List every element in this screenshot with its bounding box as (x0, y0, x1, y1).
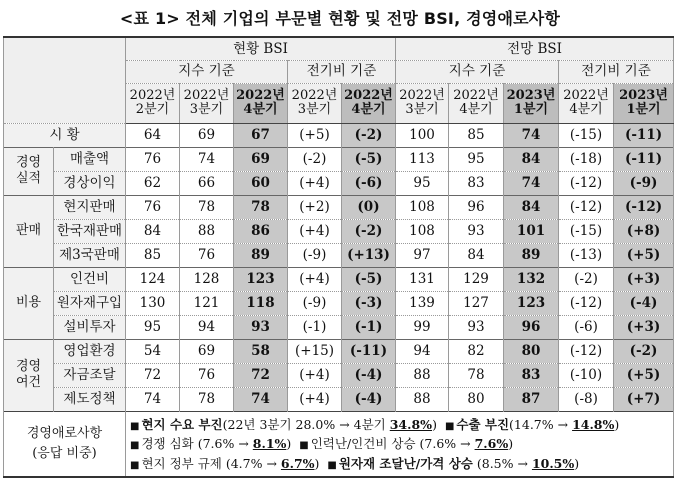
table-cell: (-11) (614, 123, 674, 147)
table-cell: 69 (180, 339, 234, 363)
header-row-1 (4, 37, 674, 60)
current-index-basis: 지수 기준 (126, 60, 288, 83)
table-row (4, 219, 674, 243)
table-row (4, 291, 674, 315)
table-cell: 78 (234, 195, 288, 219)
group-label-sales: 판매 (4, 195, 54, 267)
table-cell: 139 (396, 291, 449, 315)
table-cell: (-9) (614, 171, 674, 195)
table-cell: (-4) (342, 387, 396, 411)
period-header: 2022년 2분기 (126, 83, 180, 123)
difficulty-item: ■ 원자재 조달난/가격 상승 (8.5% → 10.5%) (327, 455, 580, 471)
table-cell: 96 (449, 195, 504, 219)
table-cell: 123 (234, 267, 288, 291)
difficulty-item: ■ 현지 정부 규제 (4.7% → 6.7%) (130, 455, 320, 471)
table-cell: (-8) (559, 387, 614, 411)
table-cell: (+5) (614, 363, 674, 387)
table-cell: 85 (126, 243, 180, 267)
table-row (4, 387, 674, 411)
table-cell: (-10) (559, 363, 614, 387)
table-cell: (-9) (288, 291, 342, 315)
table-cell: 83 (449, 171, 504, 195)
table-cell: (-15) (559, 219, 614, 243)
row-label: 매출액 (54, 147, 126, 171)
table-cell: 96 (504, 315, 559, 339)
table-cell: 127 (449, 291, 504, 315)
table-cell: (-12) (559, 339, 614, 363)
row-label: 현지판매 (54, 195, 126, 219)
table-cell: 80 (449, 387, 504, 411)
table-cell: (+3) (614, 267, 674, 291)
table-cell: (-6) (559, 315, 614, 339)
row-label: 설비투자 (54, 315, 126, 339)
table-cell: 93 (234, 315, 288, 339)
current-bsi-header: 현황 BSI (126, 37, 396, 60)
difficulty-item: ■ 인력난/인건비 상승 (7.6% → 7.6%) (299, 436, 514, 451)
table-cell: 76 (126, 195, 180, 219)
row-label: 시 황 (4, 123, 126, 147)
table-row (4, 267, 674, 291)
table-cell: (-15) (559, 123, 614, 147)
period-header: 2023년 1분기 (614, 83, 674, 123)
footer-row (4, 411, 674, 477)
table-cell: (-2) (559, 267, 614, 291)
table-cell: 54 (126, 339, 180, 363)
table-cell: 69 (234, 147, 288, 171)
table-cell: (-12) (614, 195, 674, 219)
table-cell: (+5) (614, 243, 674, 267)
table-row (4, 339, 674, 363)
table-cell: 129 (449, 267, 504, 291)
table-cell: 66 (180, 171, 234, 195)
header-corner (4, 37, 126, 123)
period-header: 2022년 4분기 (559, 83, 614, 123)
period-header: 2023년 1분기 (504, 83, 559, 123)
table-cell: 89 (504, 243, 559, 267)
table-cell: 124 (126, 267, 180, 291)
table-row (4, 195, 674, 219)
period-header: 2022년 3분기 (180, 83, 234, 123)
table-cell: (+7) (614, 387, 674, 411)
table-cell: 84 (504, 147, 559, 171)
table-cell: 118 (234, 291, 288, 315)
row-label: 제도정책 (54, 387, 126, 411)
table-cell: (+15) (288, 339, 342, 363)
table-cell: 131 (396, 267, 449, 291)
current-prev-basis: 전기비 기준 (288, 60, 396, 83)
table-cell: 84 (126, 219, 180, 243)
table-cell: 74 (180, 147, 234, 171)
difficulty-list (126, 411, 674, 477)
period-header: 2022년 3분기 (396, 83, 449, 123)
table-cell: (-2) (342, 219, 396, 243)
table-row (4, 243, 674, 267)
table-cell: 74 (504, 123, 559, 147)
period-header: 2022년 4분기 (449, 83, 504, 123)
table-cell: 132 (504, 267, 559, 291)
table-cell: (+2) (288, 195, 342, 219)
table-cell: (-2) (288, 147, 342, 171)
outlook-prev-basis: 전기비 기준 (559, 60, 674, 83)
outlook-bsi-header: 전망 BSI (396, 37, 674, 60)
table-cell: 76 (180, 243, 234, 267)
table-row (4, 147, 674, 171)
table-cell: (+8) (614, 219, 674, 243)
table-cell: (-12) (559, 291, 614, 315)
table-cell: 94 (396, 339, 449, 363)
table-cell: 67 (234, 123, 288, 147)
table-cell: 78 (180, 387, 234, 411)
table-cell: 84 (504, 195, 559, 219)
table-cell: (+13) (342, 243, 396, 267)
table-cell: 88 (180, 219, 234, 243)
table-cell: 72 (234, 363, 288, 387)
table-cell: (-2) (342, 123, 396, 147)
table-cell: 69 (180, 123, 234, 147)
table-cell: (-2) (614, 339, 674, 363)
table-cell: 95 (449, 147, 504, 171)
row-label: 원자재구입 (54, 291, 126, 315)
difficulty-item: ■ 경쟁 심화 (7.6% → 8.1%) (130, 436, 292, 451)
table-cell: (-11) (342, 339, 396, 363)
period-header: 2022년 4분기 (342, 83, 396, 123)
table-cell: 84 (449, 243, 504, 267)
table-cell: 108 (396, 195, 449, 219)
row-label: 제3국판매 (54, 243, 126, 267)
group-label-mgmt: 경영 실적 (4, 147, 54, 195)
group-label-cost: 비용 (4, 267, 54, 339)
table-cell: 60 (234, 171, 288, 195)
table-cell: 97 (396, 243, 449, 267)
table-cell: (+4) (288, 363, 342, 387)
table-cell: 62 (126, 171, 180, 195)
table-cell: (-4) (614, 291, 674, 315)
period-header: 2022년 4분기 (234, 83, 288, 123)
table-cell: 85 (449, 123, 504, 147)
table-title: <표 1> 전체 기업의 부문별 현황 및 전망 BSI, 경영애로사항 (119, 9, 561, 28)
table-cell: (-9) (288, 243, 342, 267)
difficulty-item: ■ 현지 수요 부진(22년 3분기 28.0% → 4분기 34.8%) (130, 416, 437, 432)
table-row (4, 123, 674, 147)
difficulty-item: ■ 수출 부진(14.7% → 14.8%) (444, 416, 620, 432)
table-cell: (-12) (559, 195, 614, 219)
table-cell: (-13) (559, 243, 614, 267)
table-cell: (-18) (559, 147, 614, 171)
table-cell: 76 (180, 363, 234, 387)
table-cell: 58 (234, 339, 288, 363)
table-cell: 101 (504, 219, 559, 243)
table-cell: (-5) (342, 147, 396, 171)
table-cell: 100 (396, 123, 449, 147)
table-cell: 83 (504, 363, 559, 387)
period-header: 2022년 3분기 (288, 83, 342, 123)
table-cell: 128 (180, 267, 234, 291)
table-cell: (-3) (342, 291, 396, 315)
table-row (4, 315, 674, 339)
row-label: 영업환경 (54, 339, 126, 363)
table-cell: 86 (234, 219, 288, 243)
table-cell: 130 (126, 291, 180, 315)
table-cell: (-1) (288, 315, 342, 339)
table-cell: 74 (126, 387, 180, 411)
table-cell: (+4) (288, 267, 342, 291)
table-cell: 74 (234, 387, 288, 411)
table-cell: 94 (180, 315, 234, 339)
table-cell: (-1) (342, 315, 396, 339)
table-cell: 95 (396, 171, 449, 195)
table-row (4, 363, 674, 387)
table-cell: 74 (504, 171, 559, 195)
table-cell: 95 (126, 315, 180, 339)
table-cell: 93 (449, 315, 504, 339)
row-label: 한국재판매 (54, 219, 126, 243)
table-cell: (-5) (342, 267, 396, 291)
table-row (4, 171, 674, 195)
footer-label: 경영애로사항 (응답 비중) (4, 411, 126, 477)
table-cell: 80 (504, 339, 559, 363)
table-cell: 99 (396, 315, 449, 339)
table-cell: 76 (126, 147, 180, 171)
table-cell: 113 (396, 147, 449, 171)
table-cell: (0) (342, 195, 396, 219)
table-cell: (-6) (342, 171, 396, 195)
table-cell: (+3) (614, 315, 674, 339)
table-cell: (-12) (559, 171, 614, 195)
table-cell: 88 (396, 363, 449, 387)
bsi-table (3, 36, 674, 478)
table-cell: (-4) (342, 363, 396, 387)
row-label: 자금조달 (54, 363, 126, 387)
outlook-index-basis: 지수 기준 (396, 60, 559, 83)
table-cell: 87 (504, 387, 559, 411)
table-cell: 123 (504, 291, 559, 315)
table-cell: 64 (126, 123, 180, 147)
table-cell: 72 (126, 363, 180, 387)
row-label: 경상이익 (54, 171, 126, 195)
group-label-env: 경영 여건 (4, 339, 54, 411)
table-cell: 108 (396, 219, 449, 243)
table-cell: 121 (180, 291, 234, 315)
table-cell: 89 (234, 243, 288, 267)
table-cell: 93 (449, 219, 504, 243)
table-cell: (+4) (288, 219, 342, 243)
table-cell: (-11) (614, 147, 674, 171)
table-cell: 78 (449, 363, 504, 387)
table-cell: 88 (396, 387, 449, 411)
table-cell: 82 (449, 339, 504, 363)
table-cell: (+5) (288, 123, 342, 147)
row-label: 인건비 (54, 267, 126, 291)
table-cell: (+4) (288, 171, 342, 195)
table-cell: 78 (180, 195, 234, 219)
table-cell: (+4) (288, 387, 342, 411)
